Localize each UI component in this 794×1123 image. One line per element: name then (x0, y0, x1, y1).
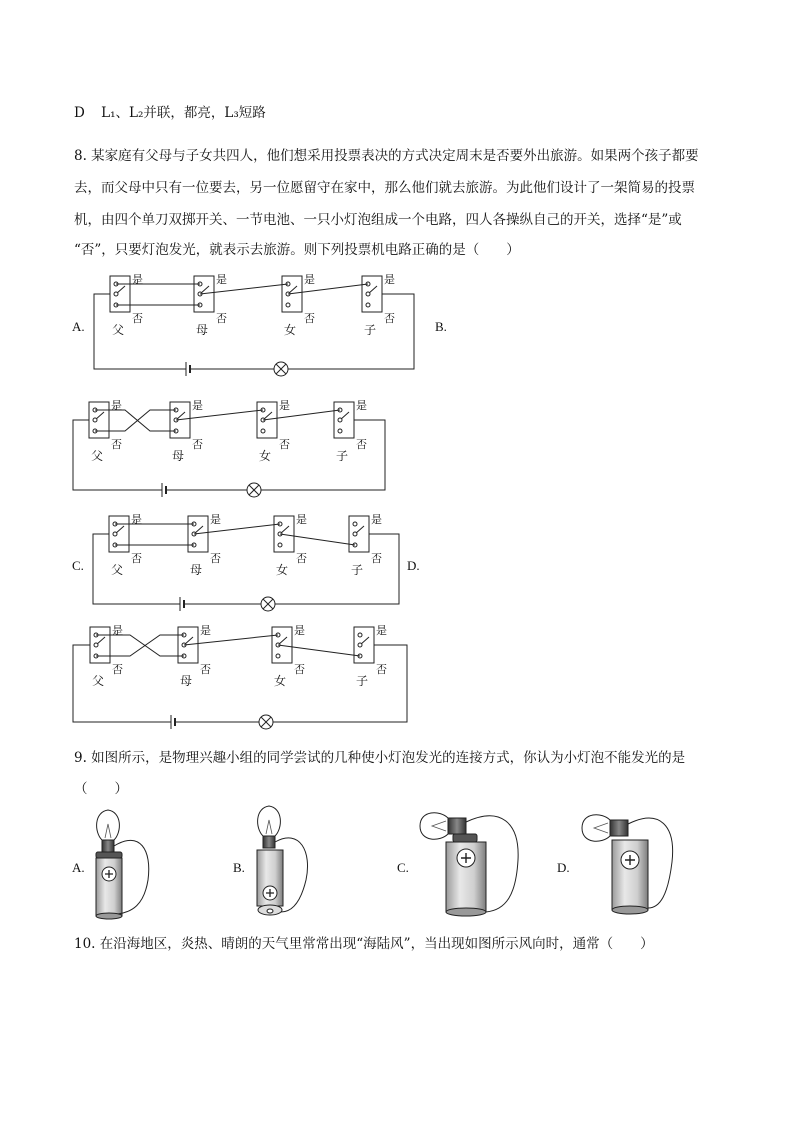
switch-terminal (113, 532, 117, 536)
q9-line-1: 9. 如图所示，是物理兴趣小组的同学尝试的几种使小灯泡发光的连接方式，你认为小灯泡不能发光的是 (74, 750, 686, 766)
switch-person-label: 女 (259, 449, 272, 463)
switch-terminal (353, 522, 357, 526)
q8-line-4: “否”，只要灯泡发光，就表示去旅游。则下列投票机电路正确的是（ ） (74, 242, 520, 258)
q10-line-1: 10. 在沿海地区，炎热、晴朗的天气里常常出现“海陆风”，当出现如图所示风向时，通常（ ） (74, 936, 654, 952)
switch-yes-label: 是 (296, 513, 307, 526)
switch-person-label: 父 (111, 563, 124, 577)
switch-terminal (276, 654, 280, 658)
switch-yes-label: 是 (210, 513, 221, 526)
switch-yes-label: 是 (371, 513, 382, 526)
switch-terminal (358, 643, 362, 647)
q8-option-d-label: D. (407, 558, 420, 573)
wire (73, 645, 171, 722)
q8-option-b-label: B. (435, 319, 447, 334)
switch-no-label: 否 (200, 663, 211, 676)
switch-no-label: 否 (192, 438, 203, 451)
switch-yes-label: 是 (112, 624, 123, 637)
switch-box (349, 516, 369, 552)
switch-box (110, 276, 130, 312)
wire (261, 420, 385, 490)
switch-box (89, 402, 109, 438)
switch-no-label: 否 (132, 312, 143, 325)
switch-yes-label: 是 (294, 624, 305, 637)
switch-person-label: 母 (180, 674, 193, 688)
switch-box (90, 627, 110, 663)
switch-box (272, 627, 292, 663)
switch-person-label: 子 (351, 563, 364, 577)
switch-terminal (286, 303, 290, 307)
switch-person-label: 子 (356, 674, 369, 688)
q9-option-c-label: C. (397, 860, 409, 875)
switch-terminal (353, 532, 357, 536)
q9-option-d-label: D. (557, 860, 570, 875)
wire (273, 645, 407, 722)
switch-no-label: 否 (279, 438, 290, 451)
q8-line-2: 去，而父母中只有一位要去，另一位愿留守在家中，那么他们就去旅游。为此他们设计了一架简易的投票 (74, 180, 695, 196)
switch-person-label: 母 (196, 323, 209, 337)
switch-terminal (261, 429, 265, 433)
switch-box (354, 627, 374, 663)
switch-terminal (338, 429, 342, 433)
q7-option-d-text: L₁、L₂并联，都亮，L₃短路 (101, 105, 266, 121)
switch-yes-label: 是 (216, 273, 227, 286)
switch-no-label: 否 (356, 438, 367, 451)
switch-box (109, 516, 129, 552)
switch-terminal (93, 418, 97, 422)
switch-yes-label: 是 (131, 513, 142, 526)
switch-terminal (94, 643, 98, 647)
switch-person-label: 父 (91, 449, 104, 463)
switch-box (274, 516, 294, 552)
switch-terminal (366, 292, 370, 296)
q8-option-a-label: A. (72, 319, 85, 334)
switch-terminal (366, 303, 370, 307)
switch-box (257, 402, 277, 438)
switch-no-label: 否 (111, 438, 122, 451)
switch-person-label: 女 (274, 674, 287, 688)
switch-terminal (358, 633, 362, 637)
switch-yes-label: 是 (279, 399, 290, 412)
switch-person-label: 母 (172, 449, 185, 463)
switch-no-label: 否 (384, 312, 395, 325)
switch-yes-label: 是 (111, 399, 122, 412)
switch-terminal (338, 418, 342, 422)
q8-line-1: 8. 某家庭有父母与子女共四人，他们想采用投票表决的方式决定周末是否要外出旅游。如果两个孩子都要 (74, 148, 699, 164)
switch-no-label: 否 (371, 552, 382, 565)
switch-person-label: 女 (284, 323, 297, 337)
switch-no-label: 否 (296, 552, 307, 565)
switch-no-label: 否 (216, 312, 227, 325)
switch-person-label: 女 (276, 563, 289, 577)
switch-yes-label: 是 (376, 624, 387, 637)
switch-yes-label: 是 (192, 399, 203, 412)
switch-yes-label: 是 (384, 273, 395, 286)
switch-yes-label: 是 (200, 624, 211, 637)
switch-no-label: 否 (294, 663, 305, 676)
switch-box (334, 402, 354, 438)
switch-no-label: 否 (112, 663, 123, 676)
switch-yes-label: 是 (356, 399, 367, 412)
wire (288, 294, 414, 369)
switch-terminal (278, 543, 282, 547)
q9-option-b-label: B. (233, 860, 245, 875)
q7-option-d-letter: D (74, 105, 85, 121)
switch-person-label: 父 (112, 323, 125, 337)
q9-line-2: （ ） (74, 781, 128, 797)
switch-no-label: 否 (304, 312, 315, 325)
switch-person-label: 子 (364, 323, 377, 337)
switch-no-label: 否 (376, 663, 387, 676)
switch-person-label: 母 (190, 563, 203, 577)
switch-box (362, 276, 382, 312)
switch-terminal (114, 292, 118, 296)
switch-no-label: 否 (131, 552, 142, 565)
switch-yes-label: 是 (132, 273, 143, 286)
q8-line-3: 机，由四个单刀双掷开关、一节电池、一只小灯泡组成一个电路，四人各操纵自己的开关，选择“是”或 (74, 212, 682, 228)
q9-option-a-label: A. (72, 860, 85, 875)
switch-yes-label: 是 (304, 273, 315, 286)
switch-no-label: 否 (210, 552, 221, 565)
switch-person-label: 子 (336, 449, 349, 463)
switch-person-label: 父 (92, 674, 105, 688)
q8-option-c-label: C. (72, 558, 84, 573)
